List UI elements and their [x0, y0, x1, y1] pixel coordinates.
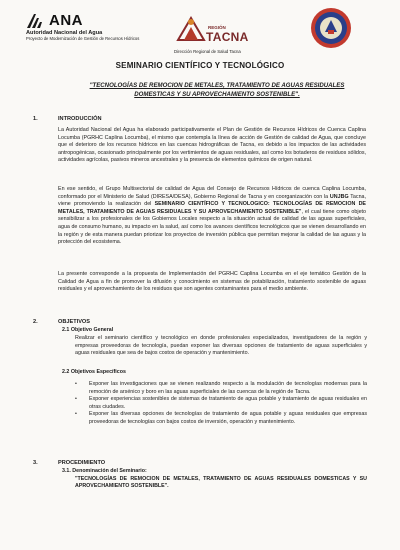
section-2-heading	[33, 319, 233, 327]
list-item-text: Exponer experiencias sostenibles de sistemas de tratamiento de agua potable y tratamiento de aguas residuales en otras ciudades.	[89, 396, 367, 410]
ana-emblem-icon	[26, 13, 46, 29]
list-item	[75, 381, 367, 396]
document-title: SEMINARIO CIENTÍFICO Y TECNOLÓGICO	[115, 61, 285, 70]
list-item-text: Exponer las diversas opciones de tecnologías de tratamiento de agua potable y aguas residuales que empresas proveedoras de tecnologías con bajos costos de inversión, operación y mantenimiento.	[89, 411, 367, 425]
objetivos-especificos-heading: 2.2 Objetivos Específicos	[62, 369, 126, 375]
ana-logo-text: ANA	[49, 12, 83, 29]
section-3-number: 3.	[33, 460, 38, 466]
ana-project-name: Proyecto de Modernización de Gestión de Recursos Hídricos	[26, 36, 140, 41]
list-item-text: Exponer las investigaciones que se vienen realizando respecto a la modulación de tecnologías modernas para la remoción de arsénico y boro en las aguas superficiales de las cuencas de la región de Tacna.	[89, 381, 367, 395]
bullet-icon: •	[75, 381, 77, 387]
p2-text-e: , el cual tiene como objeto sensibilizar a los profesionales de los Gobiernos Locales respecto a la situación actual de calidad de las aguas superficiales, agua de consumo humano, su impacto en la salud, así como los avances científicos tecnológicos que se vienen desarrollando en la región y de esta manera puedan priorizar los proyectos de inversión pública que permitan mejorar la calidad de las aguas y la protección del ecosistema.	[58, 208, 366, 246]
denominacion-heading: 3.1. Denominación del Seminario:	[62, 468, 147, 474]
p2-text-b: UNJBG	[329, 193, 349, 200]
ana-logo	[26, 12, 146, 41]
p2-text-c: Tacna, viene promoviendo la realización del	[58, 193, 366, 208]
section-3-heading	[33, 460, 233, 468]
denominacion-text: "TECNOLOGÍAS DE REMOCION DE METALES, TRATAMIENTO DE AGUAS RESIDUALES DOMESTICAS Y SU APROVECHAMIENTO SOSTENIBLE".	[75, 476, 367, 490]
bullet-icon: •	[75, 411, 77, 418]
objetivo-general-heading: 2.1 Objetivo General	[62, 327, 114, 333]
section-2-label: OBJETIVOS	[58, 319, 91, 325]
bullet-icon: •	[75, 396, 77, 403]
document-subtitle: "TECNOLOGÍAS DE REMOCION DE METALES, TRATAMIENTO DE AGUAS RESIDUALES DOMESTICAS Y SU APROVECHAMIENTO SOSTENIBLE".	[89, 82, 345, 98]
objetivos-especificos-list	[75, 381, 367, 427]
tacna-emblem-icon	[176, 14, 206, 42]
p2-text-d: SEMINARIO CIENTÍFICO Y TECNOLOGICO: TECNOLOGÍAS DE REMOCION DE METALES, TRATAMIENTO DE AGUAS RESIDUALES Y SU APROVECHAMIENTO SOSTENIBLE"	[58, 201, 366, 215]
ana-org-name: Autoridad Nacional del Agua	[26, 30, 103, 36]
tacna-name: TACNA	[206, 30, 249, 44]
section-1-paragraph-1: La Autoridad Nacional del Agua ha elaborado participativamente el Plan de Gestión de Recursos Hídricos de Cuenca Caplina Locumba (PGRHC Caplina Locumba), el mismo que contempla la línea de acción de Gestión de calidad de Agua, que concluye que el deterioro de los recursos hídricos en las cuencas hidrográficas de Tacna, es debido a los impactos de las actividades antropogénicas, ocasionado principalmente por los vertimientos de aguas residuales, así como los botaderos de residuos sólidos, actividades agrícolas, pasivos mineros ancestrales y la presencia de elementos químicos de origen natural.	[58, 127, 366, 164]
list-item	[75, 396, 367, 411]
list-item	[75, 411, 367, 426]
tacna-region-label: REGIÓN	[208, 25, 226, 30]
objetivo-general-text: Realizar el seminario científico y tecnológico en donde profesionales especializados, investigadores de la región y empresas proveedoras de tecnología, puedan exponer las diversas opciones de tratamiento de aguas superficiales y aguas residuales que sea de bajos costos de operación y mantenimiento.	[75, 335, 367, 357]
university-seal	[308, 6, 354, 50]
university-seal-icon	[308, 6, 354, 50]
section-1-heading	[33, 116, 233, 124]
section-1-paragraph-3: La presente corresponde a la propuesta de Implementación del PGRHC Caplina Locumba en el eje temático Gestión de la Calidad de Agua a fin de promover la difusión y conocimiento en sistemas de potabilización, tratamiento sostenible de aguas residuales y el aprovechamiento de los residuos que son agentes contaminantes para el medio ambiente.	[58, 271, 366, 293]
section-1-paragraph-2	[58, 186, 366, 247]
section-1-label: INTRODUCCIÓN	[58, 116, 102, 122]
section-3-label: PROCEDIMIENTO	[58, 460, 106, 466]
section-1-number: 1.	[33, 116, 38, 122]
tacna-subtitle: Dirección Regional de Salud Tacna	[174, 49, 241, 54]
p2-text-a: En ese sentido, el Grupo Multisectorial de calidad de Agua del Consejo de Recursos Hídricos de cuenca Caplina Locumba, conformado por el Ministerio de Salud (DIRESA/DESA), Gobierno Regional de Tacna y en coorganización con la	[58, 186, 366, 200]
section-2-number: 2.	[33, 319, 38, 325]
